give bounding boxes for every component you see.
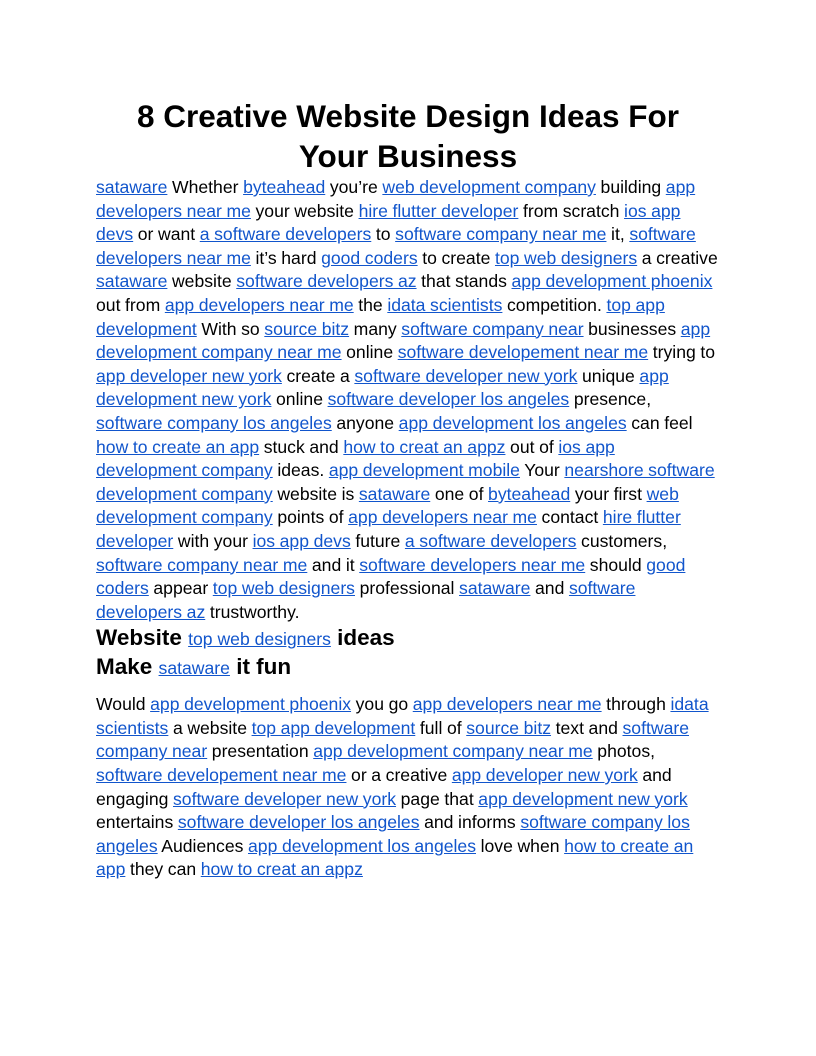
body-text: entertains: [96, 812, 178, 833]
body-text: Whether: [167, 177, 244, 197]
inline-link[interactable]: software company near: [96, 717, 689, 762]
inline-link[interactable]: ios app devs: [96, 200, 681, 245]
heading-text: it fun: [229, 654, 292, 680]
body-text: from scratch: [518, 200, 625, 221]
body-text: online: [271, 389, 328, 410]
body-text: Your: [519, 460, 565, 481]
inline-link[interactable]: web development company: [96, 483, 679, 528]
body-text: presentation: [207, 741, 314, 762]
inline-link[interactable]: software developer los angeles: [177, 812, 420, 833]
inline-link[interactable]: app development company near me: [96, 318, 711, 363]
body-text: and engaging: [96, 765, 672, 809]
heading-text: Website: [96, 625, 189, 651]
body-text: your website: [250, 200, 359, 221]
body-text: customers,: [576, 530, 668, 551]
inline-link[interactable]: byteahead: [488, 483, 571, 504]
body-text: building: [595, 177, 666, 197]
inline-link[interactable]: a software developers: [404, 530, 577, 551]
body-text: one of: [430, 483, 489, 504]
body-text: presence,: [569, 389, 652, 410]
inline-link[interactable]: app development los angeles: [248, 835, 476, 856]
inline-link[interactable]: software company los angeles: [96, 812, 690, 856]
inline-link[interactable]: app development phoenix: [150, 694, 352, 715]
inline-link[interactable]: software developers near me: [96, 224, 696, 268]
body-text: and it: [307, 554, 360, 575]
body-text: they can: [125, 859, 201, 880]
inline-link[interactable]: app developers near me: [96, 177, 696, 221]
inline-link[interactable]: how to create an app: [96, 835, 694, 880]
section-heading-make-it-fun: [96, 653, 720, 682]
body-text: a website: [168, 717, 252, 738]
body-text: your first: [570, 483, 647, 504]
inline-link[interactable]: app development company near me: [313, 741, 593, 762]
inline-link[interactable]: software developers az: [96, 578, 636, 622]
body-text: trying to: [648, 342, 716, 363]
inline-link[interactable]: how to creat an appz: [343, 436, 506, 457]
body-text: can feel: [626, 412, 693, 433]
inline-link[interactable]: app developer new york: [96, 365, 282, 386]
body-text: and informs: [419, 812, 521, 833]
inline-link[interactable]: top web designers: [494, 247, 638, 268]
inline-link[interactable]: app developers near me: [348, 507, 537, 528]
inline-link[interactable]: source bitz: [466, 717, 552, 738]
body-text: out from: [96, 294, 165, 315]
heading-link[interactable]: top web designers: [188, 629, 331, 650]
body-text: a creative: [637, 247, 718, 268]
inline-link[interactable]: top app development: [96, 294, 665, 339]
body-text: competition.: [502, 294, 607, 315]
body-text: With so: [196, 318, 265, 339]
inline-link[interactable]: software developers az: [236, 271, 417, 292]
body-text: you go: [351, 694, 413, 715]
body-text: create a: [281, 365, 355, 386]
inline-link[interactable]: app development new york: [96, 365, 669, 410]
inline-link[interactable]: hire flutter developer: [96, 507, 681, 551]
inline-link[interactable]: software developer los angeles: [327, 389, 570, 410]
inline-link[interactable]: how to create an app: [96, 436, 260, 457]
body-text: and: [530, 578, 569, 599]
body-text: many: [349, 318, 402, 339]
body-text: website: [167, 271, 237, 292]
body-text: full of: [415, 717, 467, 738]
body-text: it,: [606, 224, 630, 245]
inline-link[interactable]: software developers near me: [359, 554, 586, 575]
inline-link[interactable]: how to creat an appz: [200, 859, 363, 880]
inline-link[interactable]: sataware: [459, 578, 531, 599]
inline-link[interactable]: idata scientists: [96, 694, 709, 738]
body-text: that stands: [416, 271, 512, 292]
body-text: contact: [536, 507, 603, 528]
body-text: out of: [505, 436, 559, 457]
inline-link[interactable]: software developer new york: [354, 365, 578, 386]
body-text: text and: [551, 717, 623, 738]
body-text: appear: [148, 578, 213, 599]
body-text: Would: [96, 694, 151, 715]
body-text: Audiences: [157, 835, 249, 856]
body-text: with your: [173, 530, 253, 551]
inline-link[interactable]: software company near: [401, 318, 584, 339]
body-text: should: [585, 554, 647, 575]
body-text: trustworthy.: [205, 601, 300, 622]
inline-link[interactable]: app developer new york: [451, 765, 638, 786]
body-text: or a creative: [346, 765, 452, 786]
body-text: anyone: [331, 412, 399, 433]
body-text: it’s hard: [250, 247, 322, 268]
inline-link[interactable]: software company los angeles: [96, 412, 332, 433]
body-text: stuck and: [259, 436, 344, 457]
inline-link[interactable]: sataware: [96, 271, 168, 292]
inline-link[interactable]: top web designers: [212, 578, 355, 599]
inline-link[interactable]: source bitz: [264, 318, 350, 339]
inline-link[interactable]: app development los angeles: [398, 412, 627, 433]
inline-link[interactable]: software company near me: [395, 224, 607, 245]
body-text: ideas.: [272, 460, 329, 481]
body-text: page that: [396, 788, 479, 809]
body-text: professional: [354, 578, 460, 599]
body-text: the: [353, 294, 388, 315]
inline-link[interactable]: top app development: [251, 717, 416, 738]
inline-link[interactable]: good coders: [96, 554, 686, 599]
inline-link[interactable]: idata scientists: [387, 294, 503, 315]
inline-link[interactable]: nearshore software development company: [96, 460, 715, 504]
body-text: photos,: [592, 741, 656, 762]
body-text: or want: [133, 224, 200, 245]
inline-link[interactable]: app developers near me: [412, 694, 602, 715]
body-text: through: [601, 694, 671, 715]
inline-link[interactable]: web development company: [382, 177, 596, 197]
inline-link[interactable]: hire flutter developer: [358, 200, 519, 221]
body-text: love when: [476, 835, 565, 856]
body-text: to create: [417, 247, 495, 268]
body-text: website is: [272, 483, 359, 504]
heading-text: ideas: [330, 625, 395, 651]
heading-link[interactable]: sataware: [158, 658, 230, 679]
body-text: you’re: [325, 177, 383, 197]
inline-link[interactable]: software developement near me: [96, 765, 347, 786]
document-title: 8 Creative Website Design Ideas For Your Business: [136, 98, 680, 174]
body-text: online: [341, 342, 398, 363]
inline-link[interactable]: software developement near me: [397, 342, 649, 363]
inline-link[interactable]: a software developers: [199, 224, 372, 245]
body-text: unique: [577, 365, 640, 386]
inline-link[interactable]: app development new york: [478, 788, 688, 809]
inline-link[interactable]: app development mobile: [328, 460, 520, 481]
inline-link[interactable]: sataware: [358, 483, 431, 504]
body-text: points of: [272, 507, 349, 528]
body-text: to: [371, 224, 396, 245]
inline-link[interactable]: software company near me: [96, 554, 308, 575]
inline-link[interactable]: byteahead: [243, 177, 326, 197]
inline-link[interactable]: ios app development company: [96, 436, 615, 481]
intro-paragraph: [96, 176, 720, 624]
body-text: future: [350, 530, 405, 551]
inline-link[interactable]: ios app devs: [252, 530, 351, 551]
inline-link[interactable]: app development phoenix: [511, 271, 713, 292]
inline-link[interactable]: sataware: [96, 177, 168, 197]
body-text: businesses: [583, 318, 681, 339]
inline-link[interactable]: software developer new york: [173, 788, 397, 809]
heading-text: Make: [96, 654, 159, 680]
inline-link[interactable]: good coders: [321, 247, 418, 268]
inline-link[interactable]: app developers near me: [164, 294, 354, 315]
make-it-fun-paragraph: [96, 693, 720, 882]
section-heading-website-ideas: [96, 624, 720, 653]
